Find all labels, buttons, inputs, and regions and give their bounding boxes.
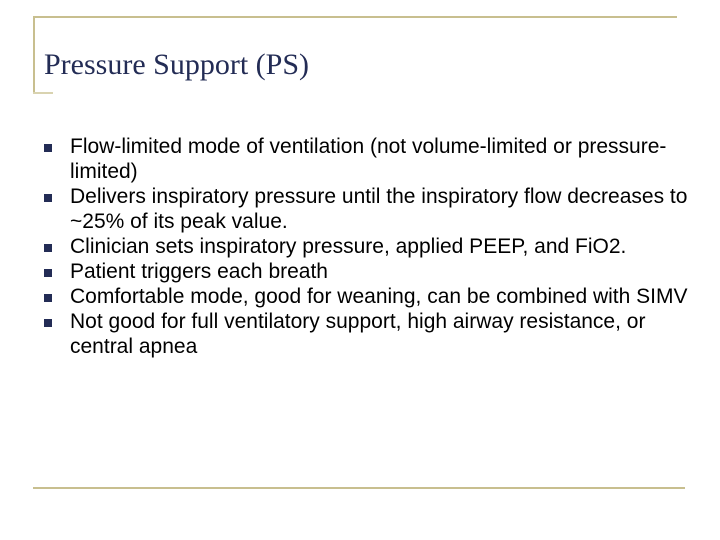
square-bullet-icon: [44, 194, 52, 202]
left-rule: [33, 16, 35, 94]
bullet-text: Comfortable mode, good for weaning, can be combined with SIMV: [70, 285, 688, 308]
bullet-text: Flow-limited mode of ventilation (not volume-limited or pressure-limited): [70, 135, 667, 183]
bullet-text: Clinician sets inspiratory pressure, applied PEEP, and FiO2.: [70, 235, 627, 258]
bullet-item: [44, 234, 694, 259]
title-underline: [33, 92, 53, 94]
bullet-text: Not good for full ventilatory support, high airway resistance, or central apnea: [70, 310, 646, 358]
square-bullet-icon: [44, 319, 52, 327]
square-bullet-icon: [44, 144, 52, 152]
bullet-item: [44, 309, 694, 359]
bullet-text: Patient triggers each breath: [70, 260, 328, 283]
square-bullet-icon: [44, 244, 52, 252]
bullet-list: [44, 134, 694, 359]
bullet-text: Delivers inspiratory pressure until the inspiratory flow decreases to ~25% of its peak value.: [70, 185, 688, 233]
bullet-item: [44, 259, 694, 284]
square-bullet-icon: [44, 294, 52, 302]
bullet-item: [44, 134, 694, 184]
top-rule: [33, 16, 677, 18]
bottom-rule: [33, 487, 685, 489]
bullet-item: [44, 284, 694, 309]
slide-title: Pressure Support (PS): [44, 48, 310, 81]
square-bullet-icon: [44, 269, 52, 277]
bullet-item: [44, 184, 694, 234]
